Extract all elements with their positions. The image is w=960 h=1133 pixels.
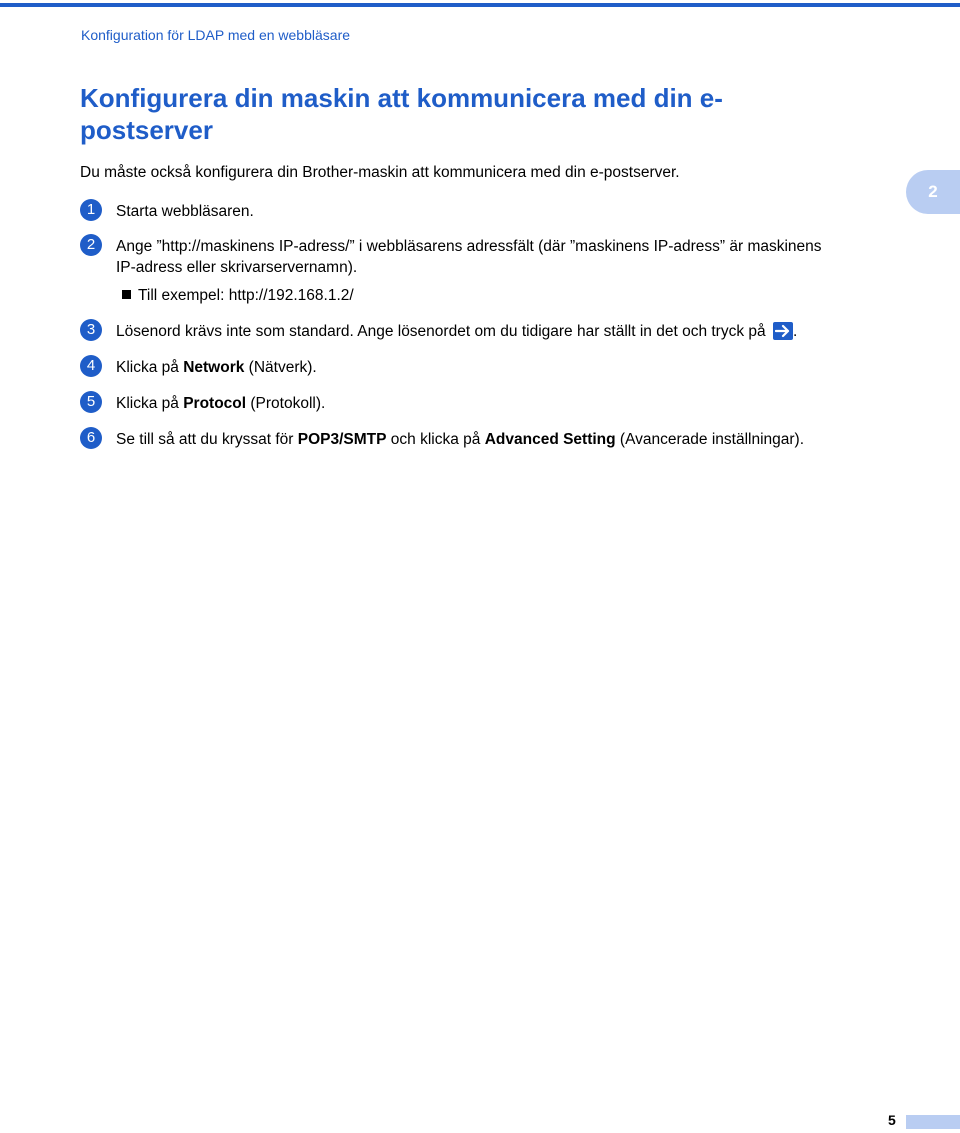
ui-term-protocol: Protocol (183, 395, 247, 412)
step-number-badge: 4 (80, 355, 102, 377)
step-middle: och klicka på (386, 431, 485, 448)
page-title: Konfigurera din maskin att kommunicera med din e-postserver (80, 83, 723, 145)
bullet-text: Till exempel: http://192.168.1.2/ (138, 287, 354, 304)
intro-paragraph: Du måste också konfigurera din Brother-maskin att kommunicera med din e-postserver. (80, 164, 680, 181)
step-number-badge: 3 (80, 319, 102, 341)
step-text (116, 429, 804, 450)
page-number-bar (906, 1115, 960, 1129)
top-rule (0, 3, 960, 7)
step-text-line: Ange ”http://maskinens IP-adress/” i webbläsarens adressfält (där ”maskinens IP-adress” är maskinens (116, 238, 822, 255)
ui-term-network: Network (183, 359, 245, 376)
arrow-right-icon (773, 322, 793, 340)
step-text-end: . (792, 323, 798, 340)
ui-term-pop3-smtp: POP3/SMTP (297, 431, 387, 448)
step-number-badge: 5 (80, 391, 102, 413)
step-text-main: Lösenord krävs inte som standard. Ange lösenordet om du tidigare har ställt in det och tryck på (116, 323, 766, 340)
running-header: Konfiguration för LDAP med en webbläsare (81, 27, 351, 43)
step-text-line: IP-adress eller skrivarservernamn). (116, 259, 358, 276)
step-number-badge: 6 (80, 427, 102, 449)
step-prefix: Klicka på (116, 395, 184, 412)
step-number-badge: 2 (80, 234, 102, 256)
ui-term-advanced-setting: Advanced Setting (484, 431, 616, 448)
step-number-badge: 1 (80, 199, 102, 221)
step-suffix: (Protokoll). (246, 395, 326, 412)
step-suffix: (Nätverk). (244, 359, 317, 376)
step-text (116, 321, 797, 342)
step-prefix: Klicka på (116, 359, 184, 376)
step-prefix: Se till så att du kryssat för (116, 431, 298, 448)
step-text: Starta webbläsaren. (116, 203, 254, 220)
example-bullet (122, 287, 354, 305)
chapter-tab: 2 (906, 170, 960, 214)
step-text (116, 357, 317, 378)
step-suffix: (Avancerade inställningar). (615, 431, 805, 448)
step-text (116, 236, 822, 278)
bullet-square-icon (122, 290, 131, 299)
page-number: 5 (888, 1112, 896, 1128)
step-text (116, 393, 325, 414)
